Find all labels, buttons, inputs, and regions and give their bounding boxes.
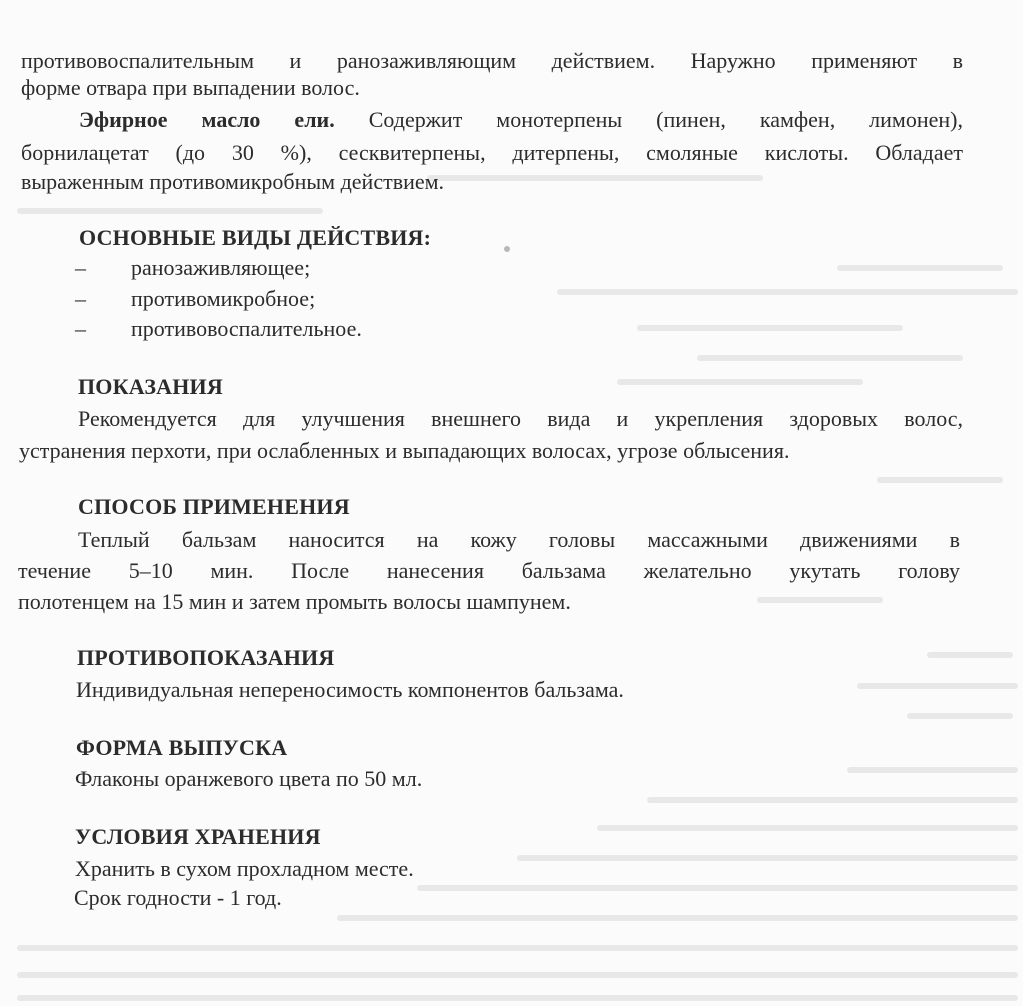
actions-heading: ОСНОВНЫЕ ВИДЫ ДЕЙСТВИЯ: — [79, 225, 432, 250]
bullet-dash: – — [75, 286, 86, 311]
usage-heading: СПОСОБ ПРИМЕНЕНИЯ — [78, 494, 350, 519]
indications-line-2: устранения перхоти, при ослабленных и выпадающих волосах, угрозе облысения. — [19, 438, 790, 463]
intro-line-1: противовоспалительным и ранозаживляющим действием. Наружно применяют в — [21, 48, 963, 73]
release-form-heading: ФОРМА ВЫПУСКА — [76, 735, 288, 760]
indications-heading: ПОКАЗАНИЯ — [78, 374, 223, 399]
action-item-1: ранозаживляющее; — [131, 255, 311, 280]
bullet-dash: – — [75, 316, 86, 341]
contraindications-line-1: Индивидуальная непереносимость компонентов бальзама. — [76, 677, 624, 702]
contraindications-heading: ПРОТИВОПОКАЗАНИЯ — [77, 645, 335, 670]
bullet-dash: – — [75, 255, 86, 280]
action-item-3: противовоспалительное. — [131, 316, 362, 341]
fir-oil-label: Эфирное масло ели. — [79, 107, 335, 132]
fir-oil-line-1-text: Содержит монотерпены (пинен, камфен, лимонен), — [368, 107, 963, 132]
fir-oil-line-3: выраженным противомикробным действием. — [21, 169, 445, 194]
action-item-2: противомикробное; — [131, 286, 316, 311]
usage-line-3: полотенцем на 15 мин и затем промыть волосы шампунем. — [18, 589, 571, 614]
usage-line-1: Теплый бальзам наносится на кожу головы массажными движениями в — [78, 527, 960, 552]
storage-line-1: Хранить в сухом прохладном месте. — [75, 856, 414, 881]
storage-heading: УСЛОВИЯ ХРАНЕНИЯ — [75, 824, 321, 849]
release-form-line-1: Флаконы оранжевого цвета по 50 мл. — [75, 766, 423, 791]
intro-line-2: форме отвара при выпадении волос. — [21, 75, 360, 100]
usage-line-2: течение 5–10 мин. После нанесения бальзама желательно укутать голову — [18, 558, 960, 583]
fir-oil-line-1 — [79, 107, 963, 133]
storage-line-2: Срок годности - 1 год. — [74, 885, 282, 910]
indications-line-1: Рекомендуется для улучшения внешнего вида и укрепления здоровых волос, — [78, 406, 963, 431]
fir-oil-line-2: борнилацетат (до 30 %), сесквитерпены, дитерпены, смоляные кислоты. Обладает — [21, 140, 963, 165]
